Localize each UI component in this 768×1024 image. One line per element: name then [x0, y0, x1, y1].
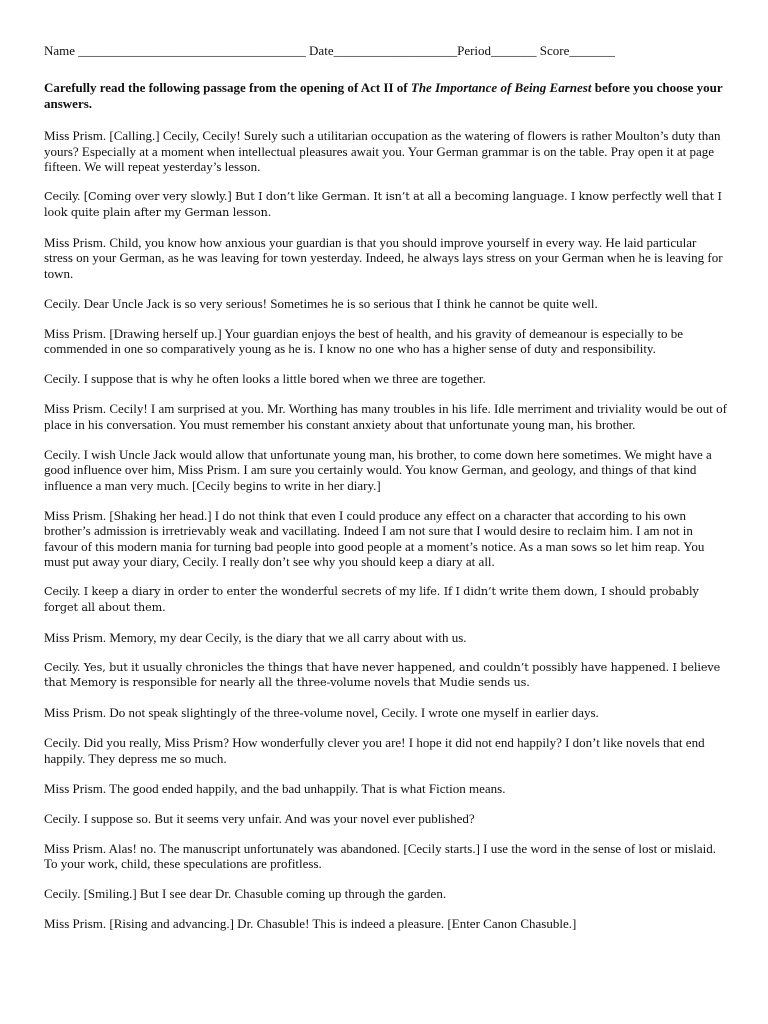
passage-paragraph: Miss Prism. Do not speak slightingly of the three-volume novel, Cecily. I wrote one myself in earlier days. — [44, 705, 599, 720]
passage-paragraph: Cecily. I keep a diary in order to enter the wonderful secrets of my life. If I didn’t write them down, I should probably forget all about them. — [44, 585, 699, 614]
passage-paragraph: Cecily. I suppose that is why he often looks a little bored when we three are together. — [44, 371, 486, 386]
passage-paragraph: Cecily. I wish Uncle Jack would allow that unfortunate young man, his brother, to come down here sometimes. We might have a good influence over him, Miss Prism. I am sure you certainly would. You know German, and geology, and things of that kind influence a man very much. [Cecily begins to write in her diary.] — [44, 446, 712, 493]
passage-paragraph: Cecily. Yes, but it usually chronicles the things that have never happened, and couldn’t possibly have happened. I believe that Memory is responsible for nearly all the three-volume novels that Mudie sends us. — [44, 660, 721, 689]
passage-paragraph: Miss Prism. [Shaking her head.] I do not think that even I could produce any effect on a character that according to his own brother’s admission is irretrievably weak and vacillating. Indeed I am not sure that I would desire to reclaim him. I am not in favour of this modern mania for turning bad people into good people at a moment’s notice. As a man sows so let him reap. You must put away your diary, Cecily. I really don’t see why you should keep a diary at all. — [44, 507, 705, 569]
student-info-line — [44, 42, 728, 60]
score-label: Score — [539, 43, 570, 58]
period-blank: _______ — [491, 43, 540, 58]
passage-paragraph: Cecily. Dear Uncle Jack is so very serious! Sometimes he is so serious that I think he cannot be quite well. — [44, 295, 598, 311]
passage-paragraph: Miss Prism. Cecily! I am surprised at you. Mr. Worthing has many troubles in his life. Idle merriment and triviality would be out of place in his conversation. You must remember his constant anxiety about that unfortunate young man, his brother. — [44, 401, 727, 432]
score-blank: _______ — [569, 43, 615, 58]
passage-paragraph: Miss Prism. Memory, my dear Cecily, is the diary that we all carry about with us. — [44, 629, 467, 645]
passage-paragraph: Cecily. [Coming over very slowly.] But I don’t like German. It isn’t at all a becoming language. I know perfectly well that I look quite plain after my German lesson. — [44, 190, 722, 219]
passage-paragraph: Cecily. I suppose so. But it seems very unfair. And was your novel ever published? — [44, 810, 475, 826]
date-label: Date — [309, 43, 334, 58]
passage-paragraph: Miss Prism. The good ended happily, and the bad unhappily. That is what Fiction means. — [44, 780, 506, 796]
passage-paragraph: Miss Prism. [Calling.] Cecily, Cecily! Surely such a utilitarian occupation as the watering of flowers is rather Moulton’s duty than yours? Especially at a moment when intellectual pleasures await you. Your German grammar is on the table. Pray open it at page fifteen. We will repeat yesterday’s lesson. — [44, 128, 721, 174]
instructions-after: before you choose your answers. — [44, 80, 723, 111]
name-label: Name — [44, 43, 76, 58]
passage-paragraph: Miss Prism. Alas! no. The manuscript unfortunately was abandoned. [Cecily starts.] I use the word in the sense of lost or mislaid. To your work, child, these speculations are profitless. — [44, 840, 717, 871]
play-title: The Importance of Being Earnest — [410, 80, 592, 95]
passage-paragraph: Cecily. [Smiling.] But I see dear Dr. Chasuble coming up through the garden. — [44, 886, 447, 901]
passage-paragraph: Cecily. Did you really, Miss Prism? How wonderfully clever you are! I hope it did not end happily? I don’t like novels that end happily. They depress me so much. — [44, 735, 705, 766]
passage — [44, 128, 728, 932]
instructions-before: Carefully read the following passage from the opening of Act II of — [44, 80, 411, 95]
instructions — [44, 80, 728, 112]
passage-paragraph: Miss Prism. [Drawing herself up.] Your guardian enjoys the best of health, and his gravity of demeanour is especially to be commended in one so comparatively young as he is. I know no one who has a higher sense of duty and responsibility. — [44, 325, 684, 356]
passage-paragraph: Miss Prism. Child, you know how anxious your guardian is that you should improve yourself in every way. He laid particular stress on your German, as he was leaving for town yesterday. Indeed, he always lays stress on your German when he is leaving for town. — [44, 234, 723, 281]
period-label: Period — [457, 43, 492, 58]
passage-paragraph: Miss Prism. [Rising and advancing.] Dr. Chasuble! This is indeed a pleasure. [Enter Canon Chasuble.] — [44, 916, 577, 931]
worksheet-page — [44, 42, 728, 946]
name-blank: ___________________________________ — [75, 43, 310, 58]
date-blank: ___________________ — [333, 43, 458, 58]
